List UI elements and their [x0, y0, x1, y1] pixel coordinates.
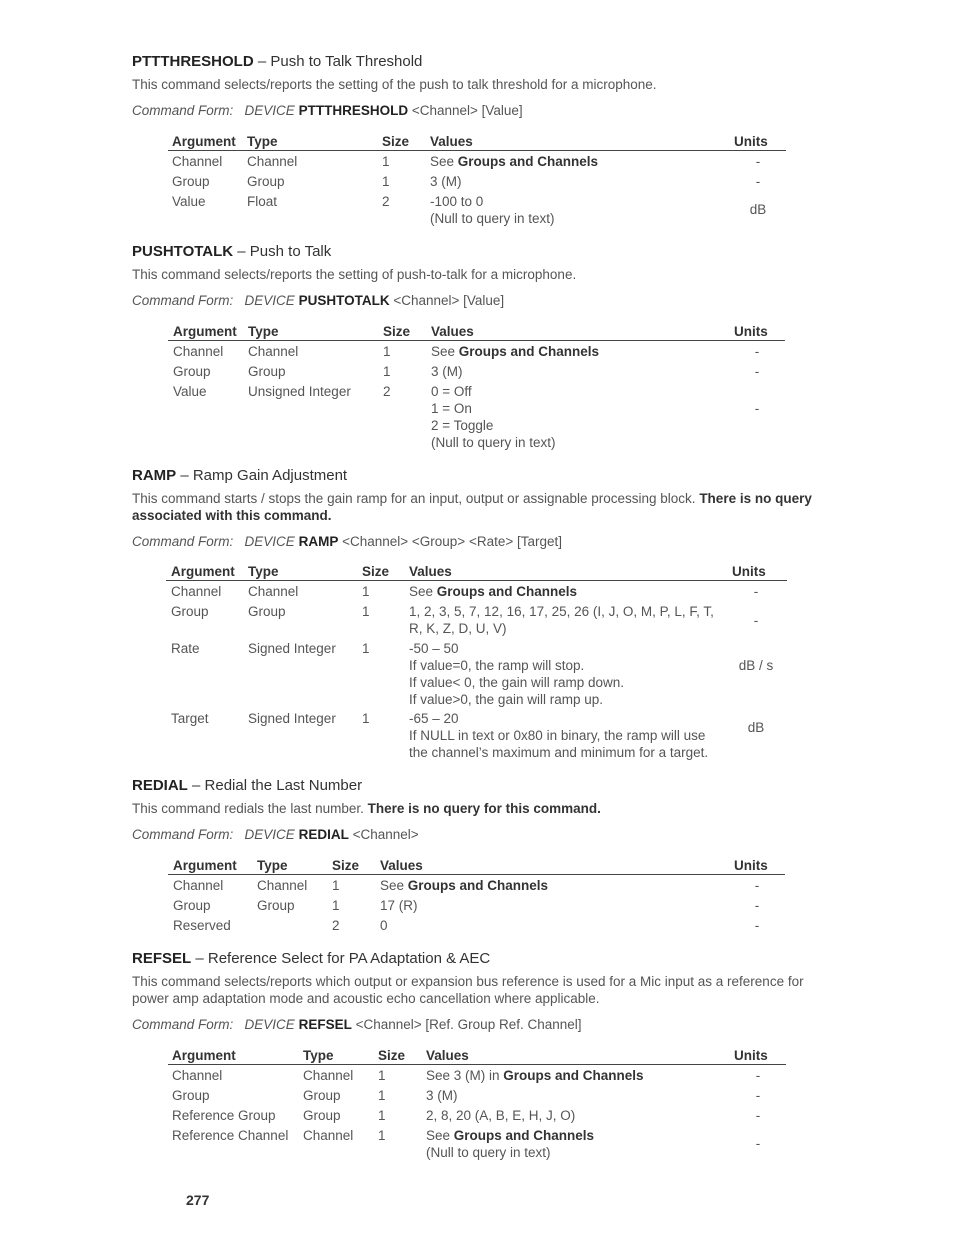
table-row: Value Unsigned Integer 2 0 = Off 1 = On 2 = Toggle (Null to query in text) - [173, 384, 760, 450]
table-row: Group Group 1 3 (M) - [173, 364, 760, 379]
refsel-table [168, 1047, 786, 1163]
table-row: Channel Channel 1 See Groups and Channels - [173, 344, 760, 359]
page-number: 277 [186, 1192, 210, 1208]
section-title: RAMP – Ramp Gain Adjustment [132, 467, 348, 484]
table-row: Reserved 2 0 - [173, 918, 760, 933]
section-description: This command starts / stops the gain ramp for an input, output or assignable processing block. There is no query associated with this command. [132, 491, 812, 523]
command-form: Command Form: DEVICE REFSEL <Channel> [Ref. Group Ref. Channel] [132, 1017, 582, 1032]
section-title: PUSHTOTALK – Push to Talk [132, 243, 332, 260]
command-form: Command Form: DEVICE REDIAL <Channel> [132, 827, 419, 842]
pushtotalk-table [168, 323, 785, 453]
table-row: Channel Channel 1 See Groups and Channels - [171, 584, 759, 599]
table-row: Channel Channel 1 See 3 (M) in Groups and Channels - [172, 1068, 761, 1083]
table-row: Target Signed Integer 1 -65 – 20 If NULL in text or 0x80 in binary, the ramp will use the channel’s maximum and minimum for a target. dB [171, 711, 765, 760]
pttthreshold-section [132, 53, 822, 119]
table-row: Reference Group Group 1 2, 8, 20 (A, B, E, H, J, O) - [172, 1108, 761, 1123]
table-header: Argument Type Size Values Units [168, 857, 785, 875]
section-title: PTTTHRESHOLD – Push to Talk Threshold [132, 53, 423, 70]
command-form: Command Form: DEVICE PUSHTOTALK <Channel> [Value] [132, 293, 505, 308]
table-row: Channel Channel 1 See Groups and Channels - [173, 878, 760, 893]
table-header: Argument Type Size Values Units [166, 563, 787, 581]
table-header: Argument Type Size Values Units [168, 1047, 786, 1065]
pttthreshold-table [168, 133, 786, 229]
table-row: Reference Channel Channel 1 See Groups and Channels (Null to query in text) - [172, 1128, 761, 1160]
section-description: This command redials the last number. There is no query for this command. [132, 801, 601, 816]
pushtotalk-section [132, 243, 822, 309]
table-row: Channel Channel 1 See Groups and Channels - [172, 154, 761, 169]
redial-table [168, 857, 785, 937]
table-row: Group Group 1 3 (M) - [172, 174, 761, 189]
section-title: REFSEL – Reference Select for PA Adaptation & AEC [132, 950, 491, 967]
section-description: This command selects/reports the setting of push-to-talk for a microphone. [132, 267, 577, 282]
section-description: This command selects/reports the setting of the push to talk threshold for a microphone. [132, 77, 657, 92]
ramp-table [166, 563, 787, 762]
ramp-section [132, 467, 822, 550]
section-title: REDIAL – Redial the Last Number [132, 777, 363, 794]
redial-section [132, 777, 822, 843]
table-header: Argument Type Size Values Units [168, 133, 786, 151]
table-header: Argument Type Size Values Units [168, 323, 785, 341]
command-form: Command Form: DEVICE PTTTHRESHOLD <Channel> [Value] [132, 103, 523, 118]
table-row: Rate Signed Integer 1 -50 – 50 If value=0, the ramp will stop. If value< 0, the gain will ramp down. If value>0, the gain will ramp up. dB / s [171, 641, 774, 707]
table-row: Value Float 2 -100 to 0 (Null to query in text) dB [172, 194, 767, 226]
table-row: Group Group 1 3 (M) - [172, 1088, 761, 1103]
command-form: Command Form: DEVICE RAMP <Channel> <Group> <Rate> [Target] [132, 534, 562, 549]
section-description: This command selects/reports which output or expansion bus reference is used for a Mic input as a reference for power amp adaptation mode and acoustic echo cancellation where applicable. [132, 974, 804, 1006]
table-row: Group Group 1 17 (R) - [173, 898, 760, 913]
table-row: Group Group 1 1, 2, 3, 5, 7, 12, 16, 17, 25, 26 (I, J, O, M, P, L, F, T, R, K, Z, D, U, V) - [171, 604, 759, 636]
refsel-section [132, 950, 822, 1033]
